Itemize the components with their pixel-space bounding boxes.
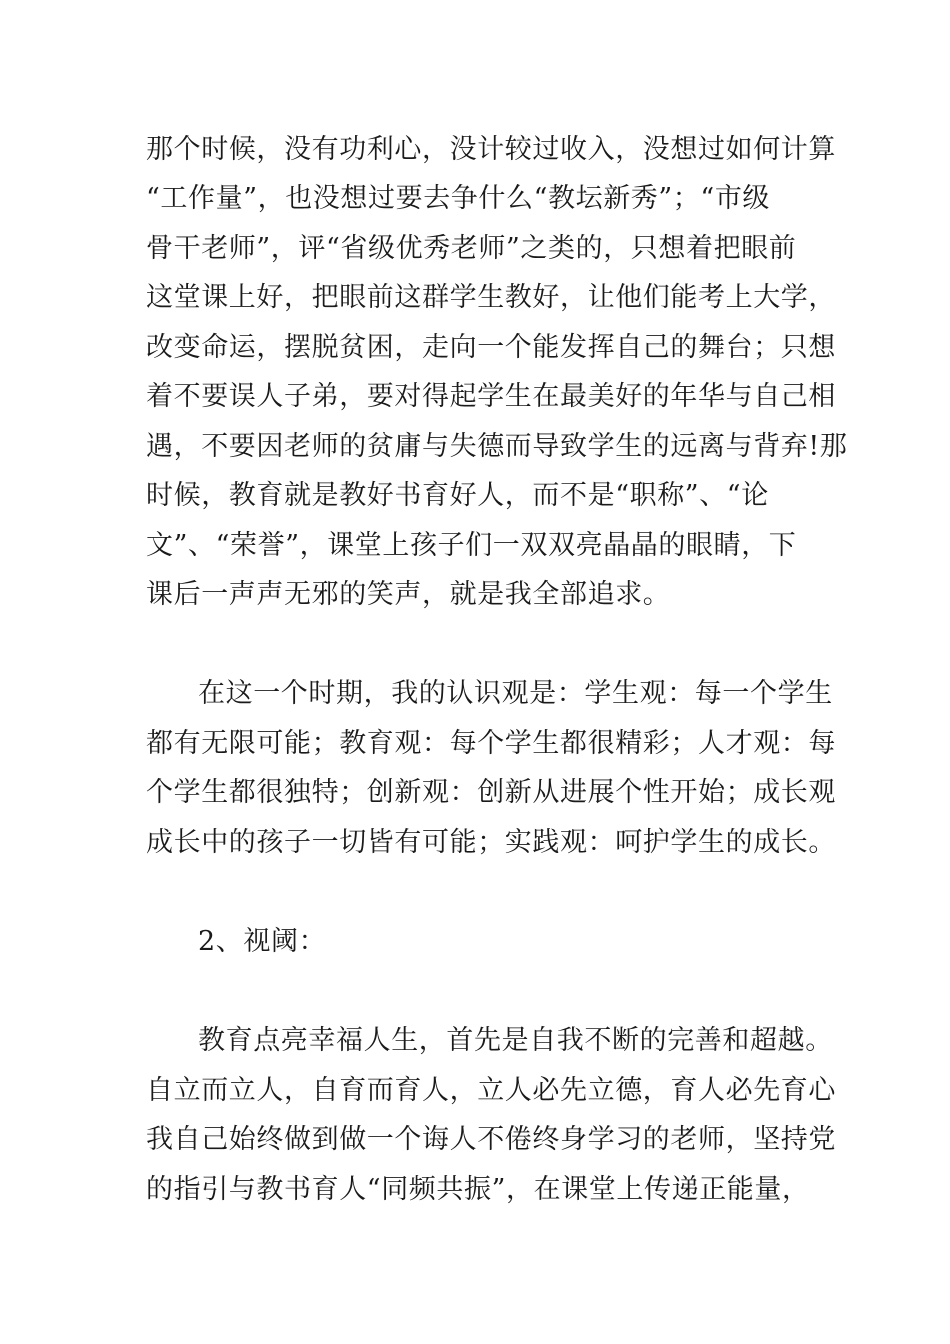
paragraph-4-line-3: 我自己始终做到做一个诲人不倦终身学习的老师，坚持党 — [146, 1124, 836, 1155]
paragraph-1-line-8: 时候，教育就是教好书育好人，而不是“职称”、“论 — [146, 480, 769, 511]
paragraph-1-line-6: 着不要误人子弟，要对得起学生在最美好的年华与自己相 — [146, 381, 836, 412]
paragraph-2-line-4: 成长中的孩子一切皆有可能；实践观：呵护学生的成长。 — [146, 827, 836, 858]
paragraph-4-line-4: 的指引与教书育人“同频共振”，在课堂上传递正能量， — [146, 1174, 810, 1205]
paragraph-1-line-1: 那个时候，没有功利心，没计较过收入，没想过如何计算 — [146, 134, 836, 165]
paragraph-4-line-2: 自立而立人，自育而育人，立人必先立德，育人必先育心 — [146, 1075, 836, 1106]
paragraph-2-line-1: 在这一个时期，我的认识观是：学生观：每一个学生 — [198, 678, 833, 709]
paragraph-1-line-2: “工作量”，也没想过要去争什么“教坛新秀”；“市级 — [146, 183, 771, 214]
paragraph-1-line-4: 这堂课上好，把眼前这群学生教好，让他们能考上大学， — [146, 282, 836, 313]
paragraph-1-line-10: 课后一声声无邪的笑声，就是我全部追求。 — [146, 579, 671, 610]
paragraph-2-line-2: 都有无限可能；教育观：每个学生都很精彩；人才观：每 — [146, 728, 836, 759]
paragraph-4-line-1: 教育点亮幸福人生，首先是自我不断的完善和超越。 — [198, 1025, 833, 1056]
paragraph-1-line-7: 遇，不要因老师的贫庸与失德而导致学生的远离与背弃!那 — [146, 431, 848, 462]
paragraph-1-line-3: 骨干老师”，评“省级优秀老师”之类的，只想着把眼前 — [146, 233, 797, 264]
paragraph-1-line-5: 改变命运，摆脱贫困，走向一个能发挥自己的舞台；只想 — [146, 332, 836, 363]
paragraph-1-line-9: 文”、“荣誉”，课堂上孩子们一双双亮晶晶的眼睛，下 — [146, 530, 797, 561]
paragraph-2-line-3: 个学生都很独特；创新观：创新从进展个性开始；成长观 — [146, 777, 836, 808]
section-heading: 2、视阈： — [198, 926, 327, 957]
